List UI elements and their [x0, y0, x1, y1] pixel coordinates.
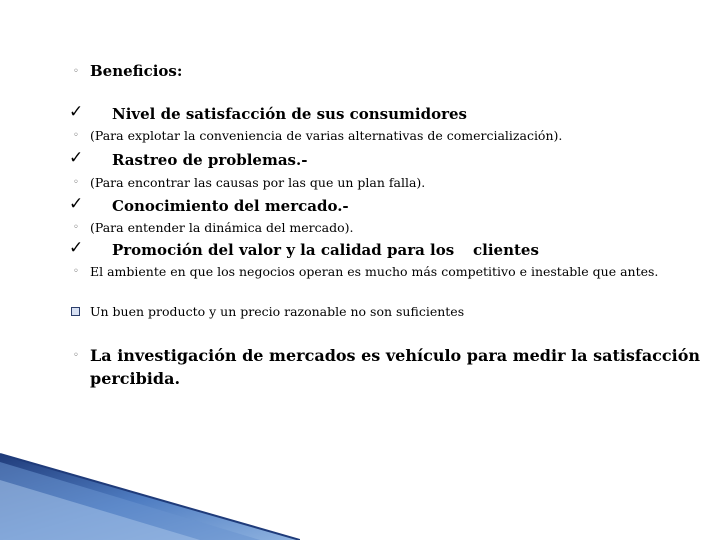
item-label: Conocimiento del mercado.- — [112, 197, 349, 215]
heading: Beneficios: — [90, 62, 183, 80]
item-label-end: clientes — [473, 241, 539, 259]
square-bullet-icon — [71, 307, 80, 316]
ring-bullet-icon: ◦ — [73, 66, 79, 77]
checkmark-bullet-icon: ✓ — [69, 238, 84, 258]
item-note: (Para explotar la conveniencia de varias alternativas de comercialización). — [90, 128, 563, 143]
item-note: El ambiente en que los negocios operan es mucho más competitivo e inestable que antes. — [90, 264, 659, 279]
conclusion-line-2: percibida. — [90, 369, 181, 388]
boxed-point: Un buen producto y un precio razonable no son suficientes — [90, 304, 465, 319]
ring-bullet-icon: ◦ — [73, 130, 79, 141]
item-note: (Para entender la dinámica del mercado). — [90, 220, 354, 235]
item-label: Promoción del valor y la calidad para los — [112, 241, 455, 259]
checkmark-bullet-icon: ✓ — [69, 194, 84, 214]
item-label: Nivel de satisfacción de sus consumidores — [112, 105, 467, 123]
ring-bullet-icon: ◦ — [73, 177, 79, 188]
ring-bullet-icon: ◦ — [73, 222, 79, 233]
checkmark-bullet-icon: ✓ — [69, 148, 84, 168]
item-note: (Para encontrar las causas por las que un plan falla). — [90, 175, 426, 190]
ring-bullet-icon: ◦ — [73, 266, 79, 277]
conclusion-line-1: La investigación de mercados es vehículo para medir la satisfacción — [90, 346, 701, 365]
ring-bullet-icon: ◦ — [73, 350, 79, 361]
decorative-corner-graphic — [0, 440, 300, 540]
checkmark-bullet-icon: ✓ — [69, 102, 84, 122]
item-label: Rastreo de problemas.- — [112, 151, 308, 169]
